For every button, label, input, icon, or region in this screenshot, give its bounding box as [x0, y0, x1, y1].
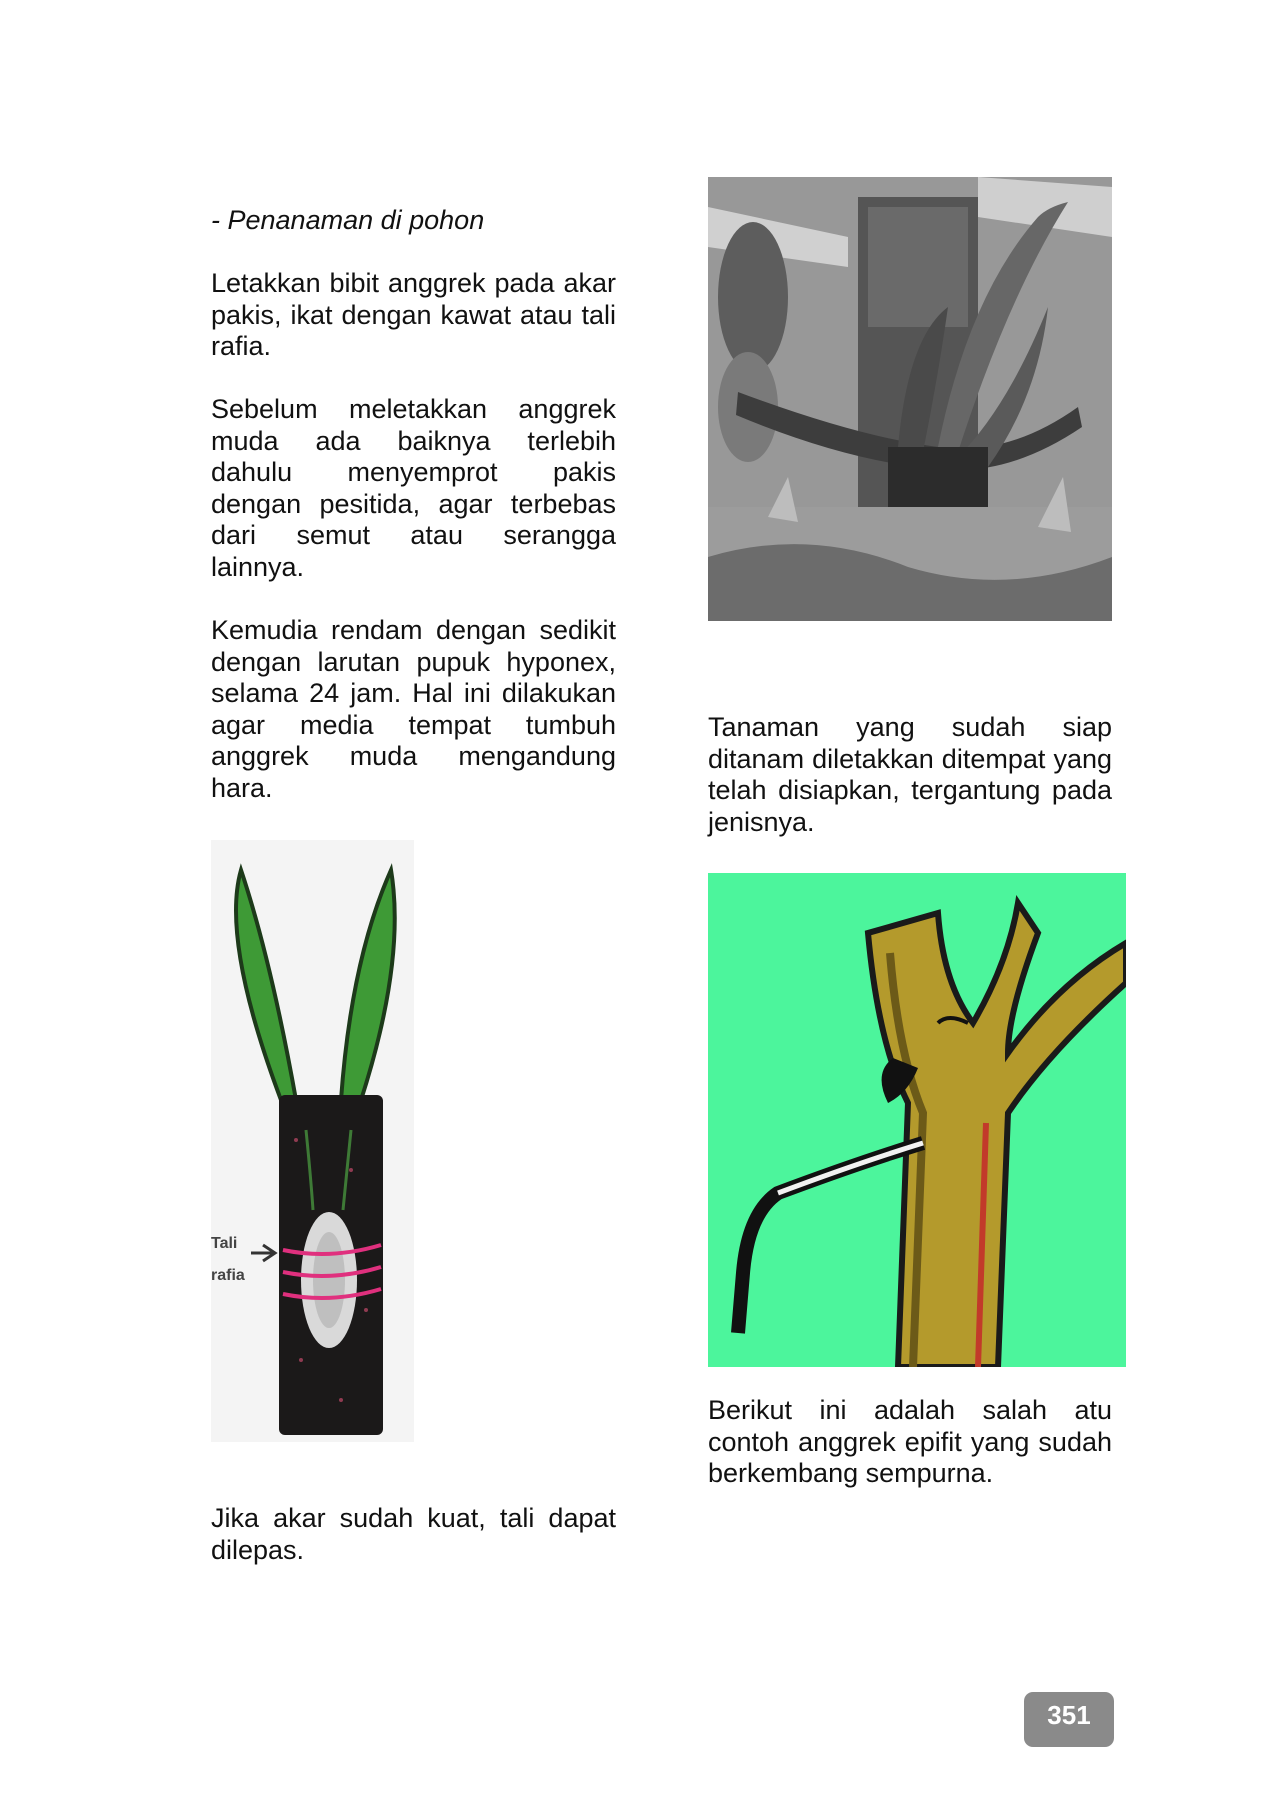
paragraph-place-seedling: Letakkan bibit anggrek pada akar pakis, ikat dengan kawat atau tali rafia. [211, 268, 616, 361]
tree-trunk-illustration [708, 873, 1126, 1367]
tree-caption: Berikut ini adalah salah atu contoh anggrek epifit yang sudah berkembang sempurna. [708, 1395, 1112, 1488]
section-subheading: - Penanaman di pohon [211, 205, 485, 235]
photo-caption: Tanaman yang sudah siap ditanam diletakkan ditempat yang telah disiapkan, tergantung pada jenisnya. [708, 712, 1112, 837]
page-number-badge: 351 [1024, 1692, 1114, 1747]
seedling-on-fern-drawing [211, 840, 414, 1442]
orchid-on-tree-photo [708, 177, 1112, 621]
tali-rafia-label-line2: rafia [211, 1267, 245, 1284]
tali-rafia-label: Tali [211, 1235, 238, 1252]
paragraph-spray-pesticide: Sebelum meletakkan anggrek muda ada baiknya terlebih dahulu menyemprot pakis dengan pesitida, agar terbebas dari semut atau serangga lainnya. [211, 394, 616, 582]
paragraph-soak-fertilizer: Kemudia rendam dengan sedikit dengan larutan pupuk hyponex, selama 24 jam. Hal ini dilakukan agar media tempat tumbuh anggrek muda mengandung hara. [211, 615, 616, 803]
drawing-caption: Jika akar sudah kuat, tali dapat dilepas. [211, 1503, 616, 1565]
